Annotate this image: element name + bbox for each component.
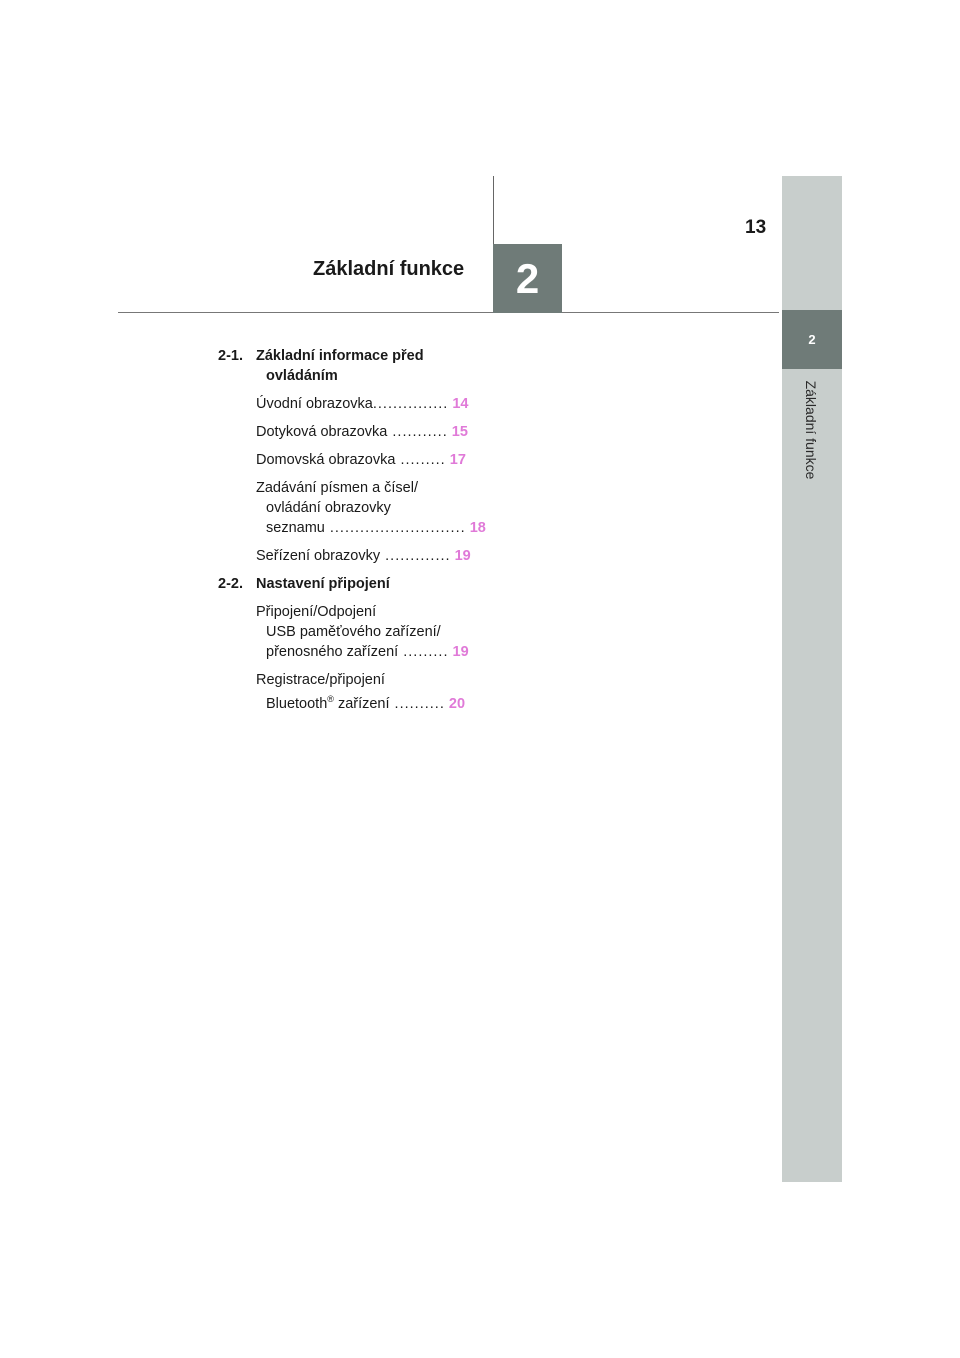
section-title: Nastavení připojení	[256, 576, 390, 592]
toc-dots: ..........	[389, 696, 445, 712]
toc-entry-text: Bluetooth	[266, 696, 328, 712]
toc-page-link[interactable]: 19	[452, 644, 469, 660]
registered-mark: ®	[327, 694, 334, 705]
toc-dots: ...........................	[324, 520, 466, 536]
toc-entry[interactable]	[256, 450, 504, 470]
toc-entry-text: seznamu	[266, 520, 325, 536]
header-vertical-rule	[493, 176, 494, 244]
toc-entry[interactable]	[256, 670, 504, 714]
toc-page-link[interactable]: 17	[449, 452, 466, 468]
toc-dots: ...............	[372, 396, 449, 412]
section-number: 2-1.	[218, 348, 243, 364]
section-title: Základní informace před	[256, 348, 424, 364]
toc-entry-text: přenosného zařízení	[266, 644, 399, 660]
side-tab-label: Základní funkce	[803, 380, 819, 480]
toc-entry[interactable]	[256, 602, 504, 662]
toc-section-2-2	[218, 574, 504, 594]
toc-entry[interactable]	[256, 422, 504, 442]
toc-entry-text: USB paměťového zařízení/	[266, 624, 441, 640]
section-title-cont: ovládáním	[266, 368, 338, 384]
toc-dots: .........	[395, 452, 446, 468]
toc-entry-text: Připojení/Odpojení	[256, 604, 377, 620]
toc-page-link[interactable]: 19	[454, 548, 471, 564]
toc-page-link[interactable]: 14	[452, 396, 469, 412]
toc-dots: .............	[380, 548, 451, 564]
toc-dots: ...........	[387, 424, 448, 440]
toc-entry-text: Registrace/připojení	[256, 672, 385, 688]
toc-section-2-1	[218, 346, 504, 366]
side-tab-number: 2	[808, 332, 816, 347]
section-number: 2-2.	[218, 576, 243, 592]
side-tab-chapter[interactable]	[782, 310, 842, 369]
toc-dots: .........	[398, 644, 449, 660]
toc-entry-text: Dotyková obrazovka	[256, 424, 388, 440]
toc-entry[interactable]	[256, 546, 504, 566]
chapter-number-box	[493, 244, 562, 313]
toc-entry-text: ovládání obrazovky	[266, 500, 391, 516]
toc-entry-text: zařízení	[333, 696, 390, 712]
toc-entry-text: Úvodní obrazovka	[256, 396, 373, 412]
toc-entry-text: Zadávání písmen a čísel/	[256, 480, 418, 496]
header-horizontal-rule	[118, 312, 779, 313]
toc-entry[interactable]	[256, 394, 504, 414]
toc-page-link[interactable]: 20	[448, 696, 466, 712]
toc-entry-text: Seřízení obrazovky	[256, 548, 381, 564]
chapter-number: 2	[515, 254, 540, 302]
toc-page-link[interactable]: 18	[469, 520, 486, 536]
toc-page-link[interactable]: 15	[451, 424, 468, 440]
toc-entry-text: Domovská obrazovka	[256, 452, 396, 468]
toc-entry[interactable]	[256, 478, 504, 538]
page-number: 13	[745, 217, 767, 238]
chapter-title: Základní funkce	[313, 258, 465, 280]
table-of-contents	[218, 346, 504, 722]
